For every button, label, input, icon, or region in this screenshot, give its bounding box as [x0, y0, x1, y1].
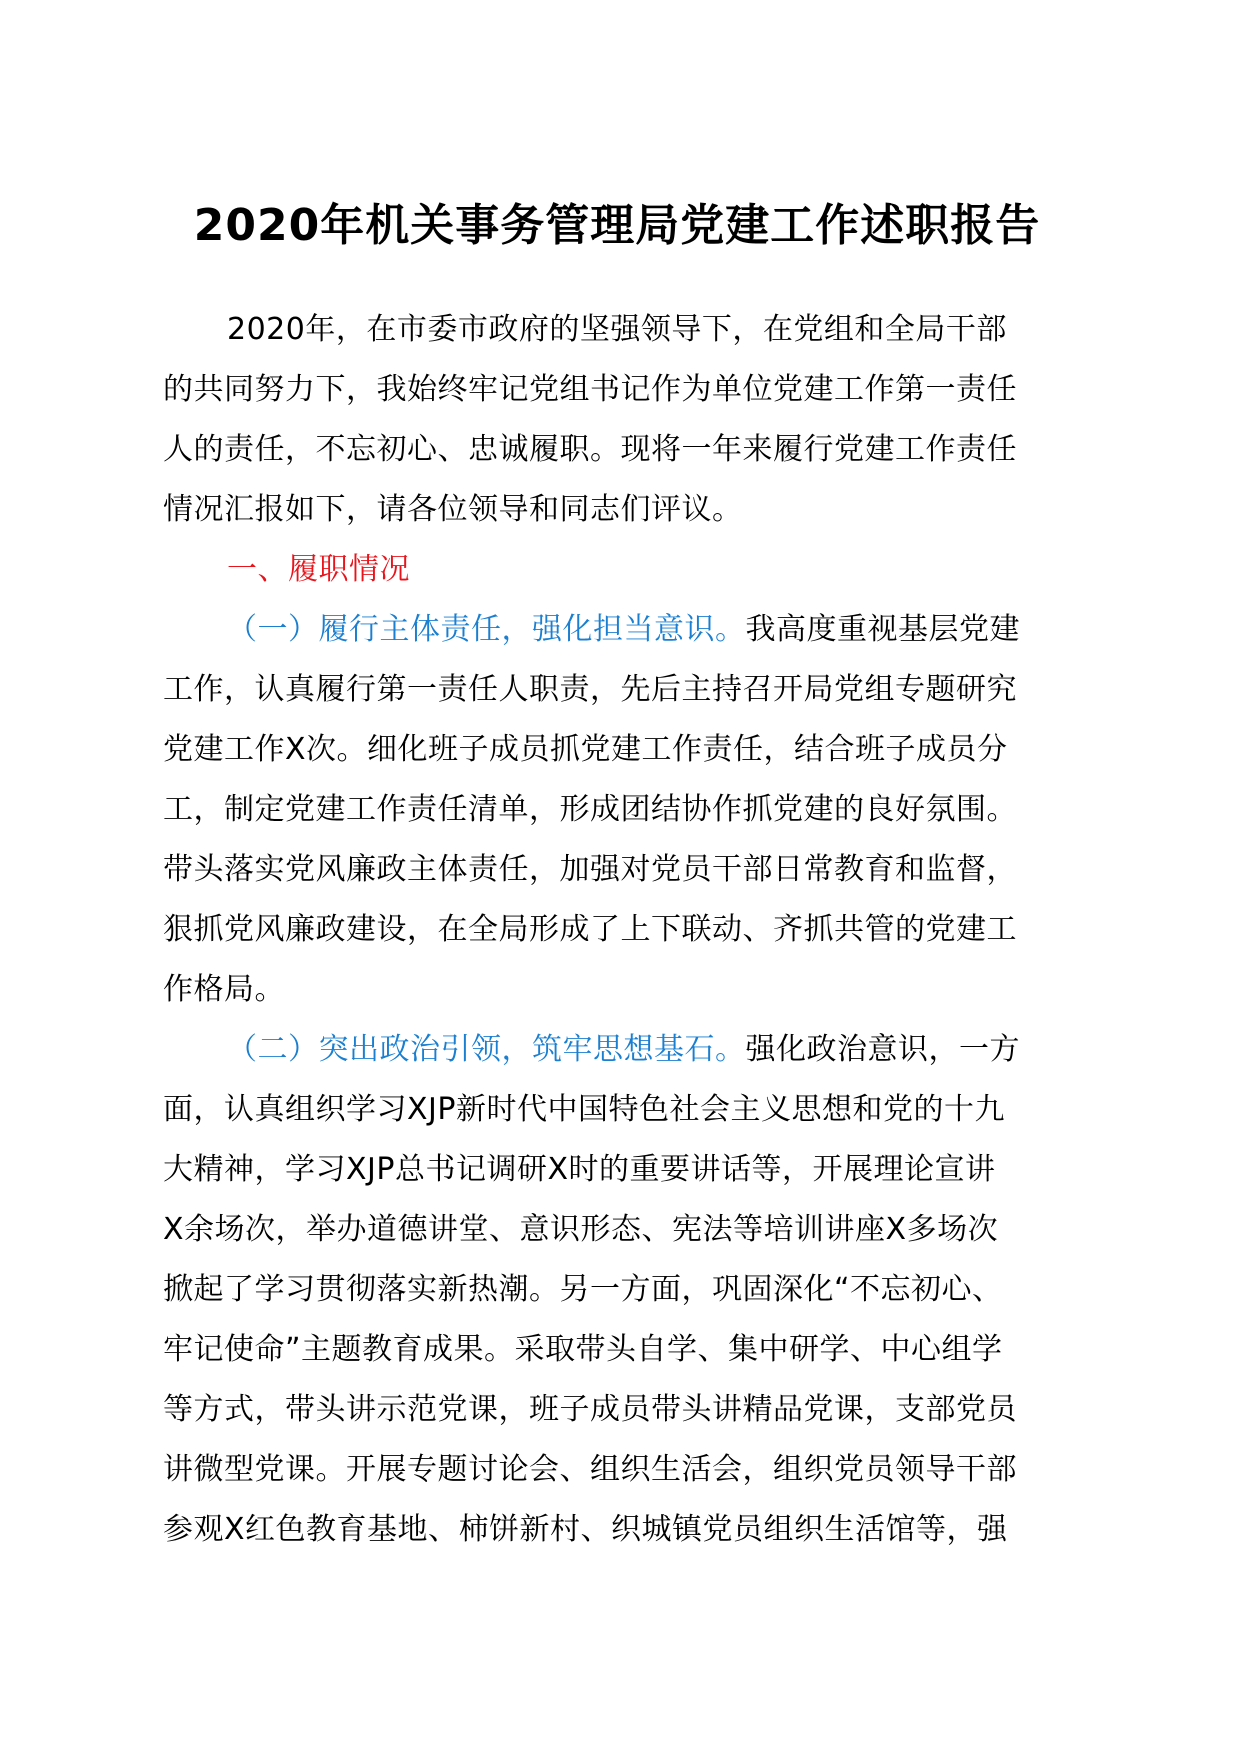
body-line: 人的责任，不忘初心、忠诚履职。现将一年来履行党建工作责任	[163, 432, 1017, 467]
document-body	[163, 300, 1111, 1560]
body-text-run: 强化政治意识，一方	[745, 1032, 1020, 1067]
body-line: 2020年，在市委市政府的坚强领导下，在党组和全局干部	[227, 312, 1007, 347]
subsection-heading: （二）突出政治引领，筑牢思想基石。	[227, 1032, 746, 1067]
body-line: 大精神，学习XJP总书记调研X时的重要讲话等，开展理论宣讲	[163, 1152, 996, 1187]
section-heading: 一、履职情况	[227, 552, 410, 587]
body-text-run: 我高度重视基层党建	[745, 612, 1020, 647]
body-line: 工作，认真履行第一责任人职责，先后主持召开局党组专题研究	[163, 672, 1017, 707]
body-line: 掀起了学习贯彻落实新热潮。另一方面，巩固深化“不忘初心、	[163, 1272, 1003, 1307]
body-line: 作格局。	[163, 972, 285, 1007]
body-line: 牢记使命”主题教育成果。采取带头自学、集中研学、中心组学	[163, 1332, 1003, 1367]
document-title: 2020年机关事务管理局党建工作述职报告	[193, 200, 1041, 251]
body-line: 情况汇报如下，请各位领导和同志们评议。	[163, 492, 743, 527]
body-line: 工，制定党建工作责任清单，形成团结协作抓党建的良好氛围。	[163, 792, 1017, 827]
subsection-heading: （一）履行主体责任，强化担当意识。	[227, 612, 746, 647]
body-line: 狠抓党风廉政建设，在全局形成了上下联动、齐抓共管的党建工	[163, 912, 1017, 947]
subsection-first-line	[163, 1020, 1111, 1080]
subsection-first-line	[163, 600, 1111, 660]
body-line: 面，认真组织学习XJP新时代中国特色社会主义思想和党的十九	[163, 1092, 1005, 1127]
body-line: X余场次，举办道德讲堂、意识形态、宪法等培训讲座X多场次	[163, 1212, 999, 1247]
body-line: 讲微型党课。开展专题讨论会、组织生活会，组织党员领导干部	[163, 1452, 1017, 1487]
body-line: 等方式，带头讲示范党课，班子成员带头讲精品党课，支部党员	[163, 1392, 1017, 1427]
body-line: 党建工作X次。细化班子成员抓党建工作责任，结合班子成员分	[163, 732, 1008, 767]
body-line: 的共同努力下，我始终牢记党组书记作为单位党建工作第一责任	[163, 372, 1017, 407]
body-line: 带头落实党风廉政主体责任，加强对党员干部日常教育和监督，	[163, 852, 1017, 887]
body-line: 参观X红色教育基地、柿饼新村、织城镇党员组织生活馆等，强	[163, 1512, 1008, 1547]
